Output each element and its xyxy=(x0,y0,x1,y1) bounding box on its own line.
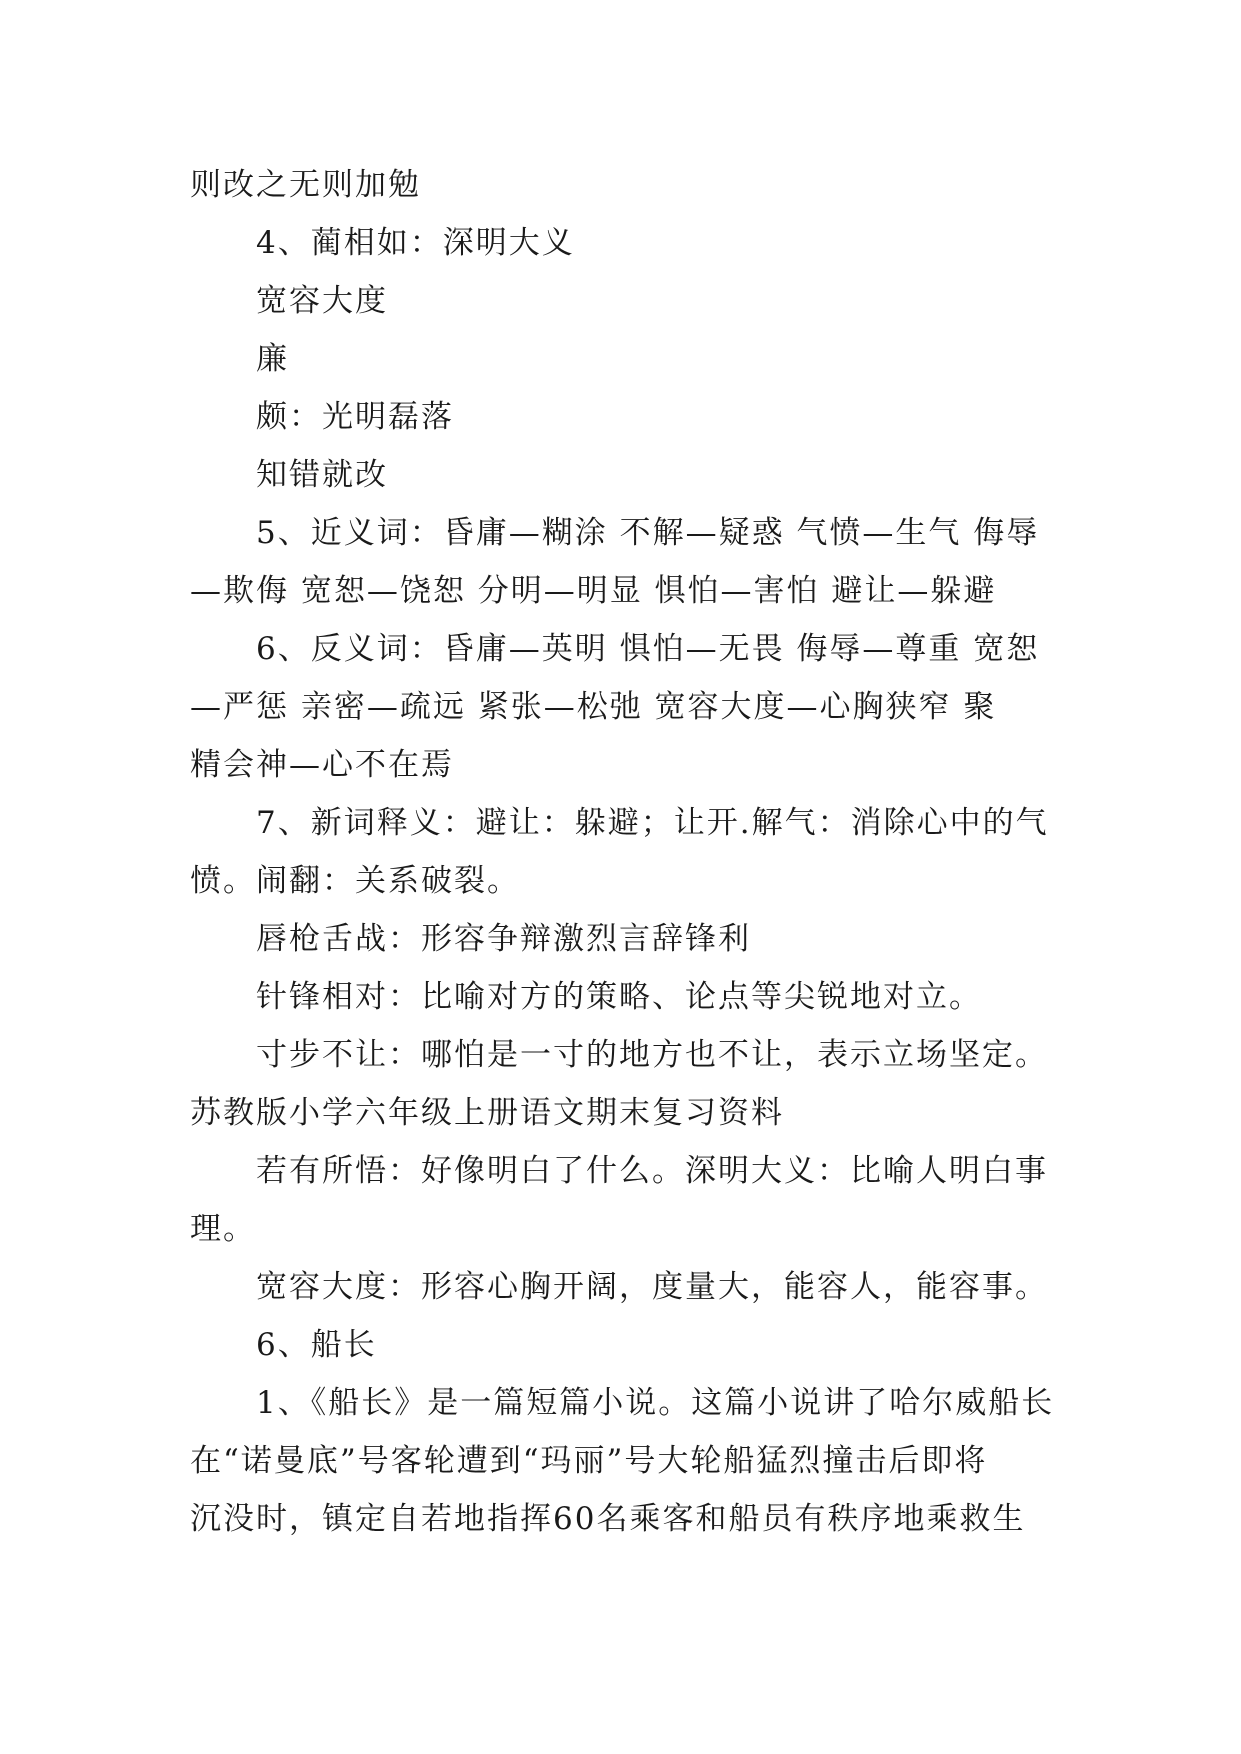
text-line: 若有所悟：好像明白了什么。深明大义：比喻人明白事 xyxy=(256,1153,1048,1189)
text-line: 针锋相对：比喻对方的策略、论点等尖锐地对立。 xyxy=(256,979,982,1015)
text-line: 唇枪舌战：形容争辩激烈言辞锋利 xyxy=(256,921,751,957)
text-line: —严惩 亲密—疏远 紧张—松弛 宽容大度—心胸狭窄 聚 xyxy=(190,689,997,725)
text-line: 5、近义词：昏庸—糊涂 不解—疑惑 气愤—生气 侮辱 xyxy=(256,515,1040,551)
text-line: 6、反义词：昏庸—英明 惧怕—无畏 侮辱—尊重 宽恕 xyxy=(256,631,1040,667)
text-line: 颇：光明磊落 xyxy=(256,399,454,435)
text-line: 知错就改 xyxy=(256,457,388,493)
text-line: 愤。闹翻：关系破裂。 xyxy=(190,863,520,899)
text-line: 则改之无则加勉 xyxy=(190,167,421,203)
text-line: —欺侮 宽恕—饶恕 分明—明显 惧怕—害怕 避让—躲避 xyxy=(190,573,997,609)
text-line: 1、《船长》是一篇短篇小说。这篇小说讲了哈尔威船长 xyxy=(256,1385,1055,1421)
text-line: 沉没时，镇定自若地指挥60名乘客和船员有秩序地乘救生 xyxy=(190,1501,1026,1537)
text-line: 廉 xyxy=(256,341,289,377)
text-line: 7、新词释义：避让：躲避；让开.解气：消除心中的气 xyxy=(256,805,1049,841)
text-line: 理。 xyxy=(190,1211,256,1247)
text-line: 苏教版小学六年级上册语文期末复习资料 xyxy=(190,1095,784,1131)
text-line: 宽容大度：形容心胸开阔，度量大，能容人，能容事。 xyxy=(256,1269,1048,1305)
text-line: 精会神—心不在焉 xyxy=(190,747,454,783)
text-line: 在“诺曼底”号客轮遭到“玛丽”号大轮船猛烈撞击后即将 xyxy=(190,1443,988,1479)
text-line: 宽容大度 xyxy=(256,283,388,319)
text-line: 6、船长 xyxy=(256,1327,377,1363)
text-line: 寸步不让：哪怕是一寸的地方也不让，表示立场坚定。 xyxy=(256,1037,1048,1073)
text-line: 4、蔺相如：深明大义 xyxy=(256,225,575,261)
